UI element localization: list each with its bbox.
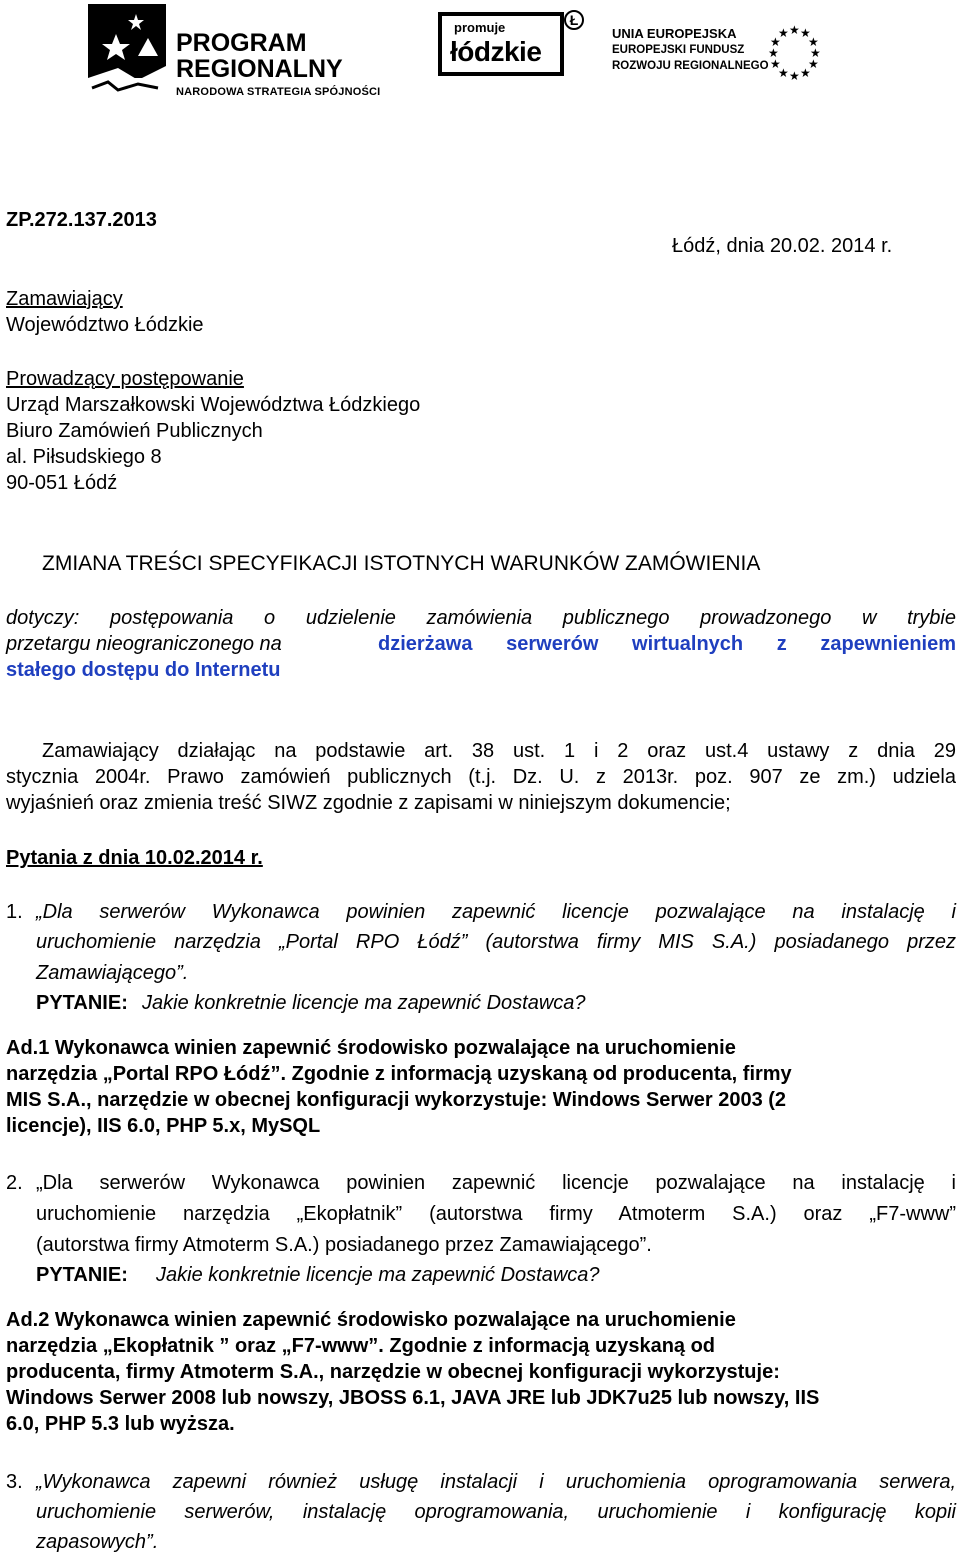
answer-line: Ad.2 Wykonawca winien zapewnić środowisko pozwalające na uruchomienie <box>6 1309 736 1331</box>
question-prompt: Jakie konkretnie licencje ma zapewnić Dostawca? <box>156 1264 600 1286</box>
place-and-date: Łódź, dnia 20.02. 2014 r. <box>672 235 893 257</box>
conductor-line: al. Piłsudskiego 8 <box>6 446 162 468</box>
question-text: „Wykonawca zapewni również usługę instalacji i uruchomienia oprogramowania serwera, <box>36 1471 956 1493</box>
question-label: PYTANIE: <box>36 992 128 1014</box>
questions-heading: Pytania z dnia 10.02.2014 r. <box>6 847 263 869</box>
question-text: zapasowych”. <box>36 1531 159 1553</box>
reference-number: ZP.272.137.2013 <box>6 209 157 231</box>
concerns-line: przetargu nieograniczonego na <box>6 633 282 655</box>
answer-line: Ad.1 Wykonawca winien zapewnić środowisko pozwalające na uruchomienie <box>6 1037 736 1059</box>
procurement-subject: stałego dostępu do Internetu <box>6 659 281 681</box>
answer-line: licencje), IIS 6.0, PHP 5.x, MySQL <box>6 1115 321 1137</box>
svg-text:★: ★ <box>778 66 789 80</box>
concerns-line: dotyczy: postępowania o udzielenie zamówienia publicznego prowadzonego w trybie <box>6 607 956 629</box>
svg-text:★: ★ <box>770 57 781 71</box>
document-title: ZMIANA TREŚCI SPECYFIKACJI ISTOTNYCH WARUNKÓW ZAMÓWIENIA <box>42 552 761 575</box>
svg-text:★: ★ <box>778 26 789 40</box>
answer-line: MIS S.A., narzędzie w obecnej konfiguracji wykorzystuje: Windows Serwer 2003 (2 <box>6 1089 787 1111</box>
answer-line: narzędzia „Portal RPO Łódź”. Zgodnie z informacją uzyskaną od producenta, firmy <box>6 1063 792 1085</box>
question-text: Zamawiającego”. <box>36 962 189 984</box>
question-text: uruchomienie narzędzia „Portal RPO Łódź” (autorstwa firmy MIS S.A.) posiadanego przez <box>36 931 956 953</box>
eu-flag-icon <box>760 22 826 82</box>
svg-text:★: ★ <box>808 57 819 71</box>
svg-text:★: ★ <box>808 35 819 49</box>
svg-text:★: ★ <box>768 46 779 60</box>
svg-text:★: ★ <box>800 26 811 40</box>
lodzkie-logo: promuje łódzkie Ł <box>438 12 564 76</box>
conductor-line: Urząd Marszałkowski Województwa Łódzkiego <box>6 394 421 416</box>
intro-line: stycznia 2004r. Prawo zamówień publicznych (t.j. Dz. U. z 2013r. poz. 907 ze zm.) udziela <box>6 766 956 788</box>
question-number: 3. <box>6 1471 23 1493</box>
svg-text:★: ★ <box>789 69 800 82</box>
trademark-icon: Ł <box>564 10 584 30</box>
client-name: Województwo Łódzkie <box>6 314 204 336</box>
question-text: (autorstwa firmy Atmoterm S.A.) posiadanego przez Zamawiającego”. <box>36 1234 652 1256</box>
question-text: „Dla serwerów Wykonawca powinien zapewnić licencje pozwalające na instalację i <box>36 1172 956 1194</box>
svg-text:★: ★ <box>800 66 811 80</box>
intro-line: Zamawiający działając na podstawie art. 38 ust. 1 i 2 oraz ust.4 ustawy z dnia 29 <box>42 740 956 762</box>
program-subtitle: NARODOWA STRATEGIA SPÓJNOŚCI <box>176 86 381 98</box>
conductor-line: 90-051 Łódź <box>6 472 118 494</box>
program-regionalny-logo: PROGRAM REGIONALNY NARODOWA STRATEGIA SPÓJNOŚCI <box>88 4 393 96</box>
question-text: uruchomienie narzędzia „Ekopłatnik” (autorstwa firmy Atmoterm S.A.) oraz „F7-www” <box>36 1203 956 1225</box>
answer-line: Windows Serwer 2008 lub nowszy, JBOSS 6.1, JAVA JRE lub JDK7u25 lub nowszy, IIS <box>6 1387 820 1409</box>
svg-text:★: ★ <box>789 23 800 37</box>
question-number: 2. <box>6 1172 23 1194</box>
question-text: „Dla serwerów Wykonawca powinien zapewnić licencje pozwalające na instalację i <box>36 901 956 923</box>
question-prompt: Jakie konkretnie licencje ma zapewnić Dostawca? <box>142 992 586 1014</box>
conductor-line: Biuro Zamówień Publicznych <box>6 420 263 442</box>
question-number: 1. <box>6 901 23 923</box>
answer-line: narzędzia „Ekopłatnik ” oraz „F7-www”. Zgodnie z informacją uzyskaną od <box>6 1335 716 1357</box>
procurement-subject: dzierżawa serwerów wirtualnych z zapewnieniem <box>378 633 956 655</box>
question-label: PYTANIE: <box>36 1264 128 1286</box>
question-text: uruchomienie serwerów, instalację oprogramowania, uruchomienie i konfigurację kopii <box>36 1501 956 1523</box>
conductor-label: Prowadzący postępowanie <box>6 368 244 390</box>
intro-line: wyjaśnień oraz zmienia treść SIWZ zgodnie z zapisami w niniejszym dokumencie; <box>6 792 731 814</box>
svg-text:★: ★ <box>810 46 821 60</box>
svg-text:★: ★ <box>770 35 781 49</box>
client-label: Zamawiający <box>6 288 123 310</box>
answer-line: producenta, firmy Atmoterm S.A., narzędzie w obecnej konfiguracji wykorzystuje: <box>6 1361 780 1383</box>
eu-fund-text: UNIA EUROPEJSKA EUROPEJSKI FUNDUSZ ROZWOJU REGIONALNEGO <box>612 26 769 72</box>
answer-line: 6.0, PHP 5.3 lub wyższa. <box>6 1413 235 1435</box>
